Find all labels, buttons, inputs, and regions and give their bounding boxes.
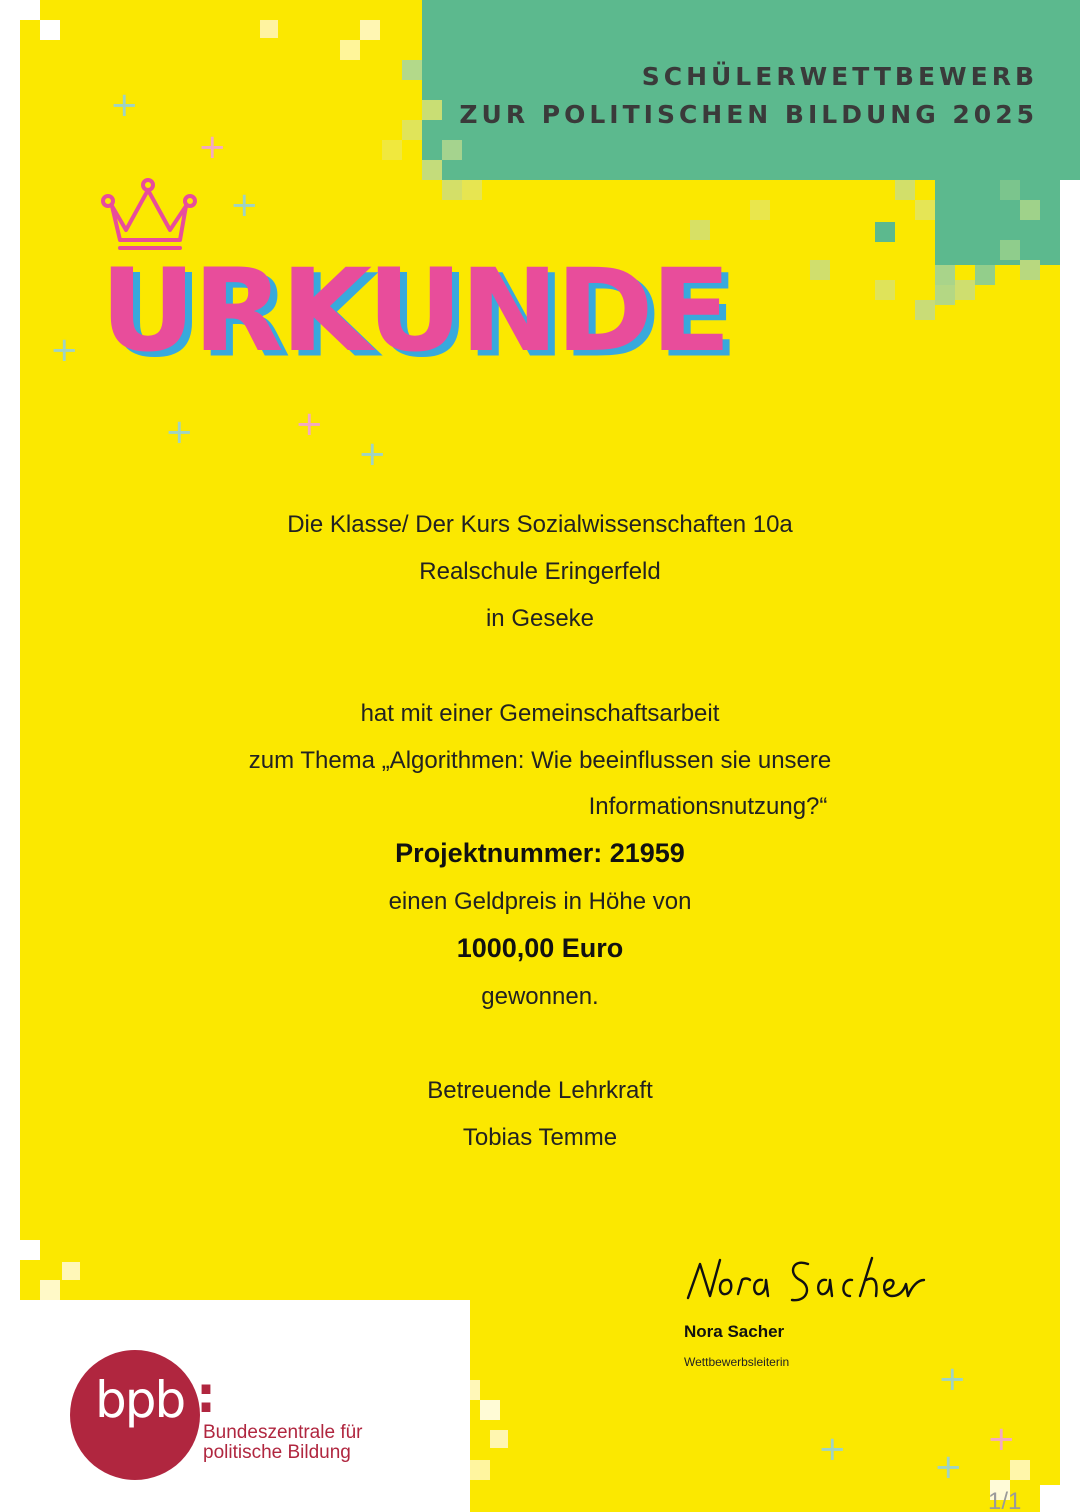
pixel-square — [470, 1460, 490, 1480]
pixel-square — [490, 1430, 508, 1448]
pixel-square — [810, 260, 830, 280]
pixel-square — [40, 20, 60, 40]
pixel-square — [895, 180, 915, 200]
pixel-square — [1020, 200, 1040, 220]
pixel-square — [260, 20, 278, 38]
project-number: Projektnummer: 21959 — [395, 838, 685, 868]
pixel-square — [1020, 260, 1040, 280]
pixel-square — [340, 40, 360, 60]
pixel-square — [750, 200, 770, 220]
plus-icon: + — [358, 434, 387, 474]
pixel-square — [1000, 240, 1020, 260]
plus-icon: + — [165, 412, 194, 452]
award-outro: gewonnen. — [481, 983, 599, 1010]
bpb-logo-mark: bpb — [95, 1371, 185, 1429]
recipient-school: Realschule Eringerfeld — [419, 558, 661, 585]
pixel-square — [40, 1280, 60, 1300]
competition-title-line1: SCHÜLERWETTBEWERB — [641, 62, 1038, 91]
pixel-square — [935, 285, 955, 305]
plus-icon: + — [50, 330, 79, 370]
pixel-square — [915, 200, 935, 220]
pixel-square — [402, 60, 422, 80]
pixel-square — [360, 20, 380, 40]
pixel-square — [382, 140, 402, 160]
bpb-logo-text-line1: Bundeszentrale für — [203, 1422, 363, 1443]
pixel-square — [480, 1400, 500, 1420]
plus-icon: + — [295, 404, 324, 444]
pixel-square — [62, 1262, 80, 1280]
plus-icon: + — [198, 127, 227, 167]
pixel-square — [935, 265, 955, 285]
competition-title — [459, 58, 1038, 134]
bpb-logo-colon: : — [196, 1366, 216, 1424]
pixel-square — [442, 140, 462, 160]
plus-icon: + — [110, 85, 139, 125]
prize-amount: 1000,00 Euro — [456, 933, 624, 963]
plus-icon: + — [230, 185, 259, 225]
pixel-square — [875, 280, 895, 300]
signature — [680, 1250, 945, 1315]
pixel-square — [402, 120, 422, 140]
plus-icon: + — [938, 1359, 967, 1399]
pixel-square — [690, 220, 710, 240]
bpb-logo-text-line2: politische Bildung — [203, 1442, 351, 1463]
signatory-role: Wettbewerbsleiterin — [684, 1355, 790, 1369]
pixel-square — [955, 280, 975, 300]
recipient-class: Die Klasse/ Der Kurs Sozialwissenschaften 10a — [287, 511, 793, 538]
pixel-square — [20, 1240, 40, 1260]
recipient-city: in Geseke — [485, 605, 595, 632]
competition-banner-extension — [935, 180, 1060, 265]
pixel-square — [422, 100, 442, 120]
teacher-label: Betreuende Lehrkraft — [427, 1077, 653, 1104]
award-intro: hat mit einer Gemeinschaftsarbeit — [360, 700, 720, 727]
award-topic: zum Thema „Algorithmen: Wie beeinflussen sie unsere — [248, 747, 832, 774]
prize-intro: einen Geldpreis in Höhe von — [388, 888, 692, 915]
pixel-square — [442, 180, 462, 200]
pixel-square — [875, 222, 895, 242]
pixel-square — [1000, 180, 1020, 200]
page-edge — [1040, 1485, 1080, 1512]
pixel-square — [20, 0, 40, 20]
pixel-square — [915, 300, 935, 320]
pixel-square — [1010, 1460, 1030, 1480]
plus-icon: + — [818, 1429, 847, 1469]
pixel-square — [422, 160, 442, 180]
plus-icon: + — [934, 1447, 963, 1487]
signatory-name: Nora Sacher — [684, 1322, 785, 1341]
pixel-square — [975, 265, 995, 285]
page-indicator: 1/1 — [988, 1488, 1022, 1512]
award-topic-continued: Informationsnutzung?“ — [588, 793, 828, 820]
pixel-square — [462, 180, 482, 200]
plus-icon: + — [987, 1419, 1016, 1459]
certificate-title: URKUNDE — [100, 243, 729, 377]
teacher-name: Tobias Temme — [462, 1124, 618, 1151]
competition-title-line2: ZUR POLITISCHEN BILDUNG 2025 — [459, 100, 1038, 129]
crown-icon — [100, 178, 200, 253]
